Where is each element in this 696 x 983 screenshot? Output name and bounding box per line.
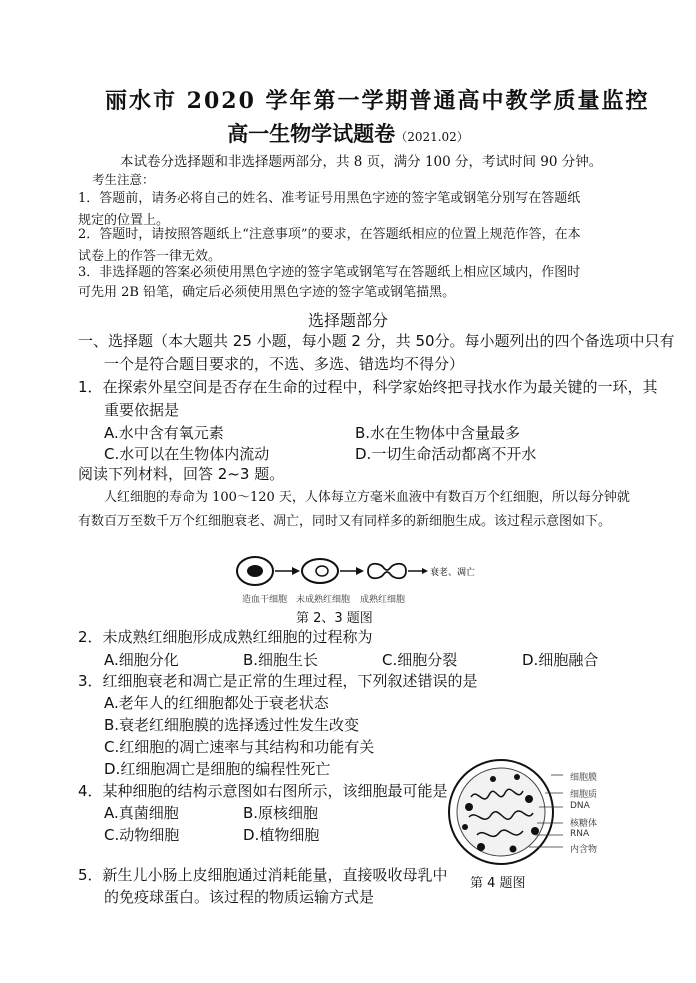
stem-cell-nucleus — [247, 565, 263, 577]
fig4-label-dna: DNA — [570, 801, 590, 811]
exam-date: （2021.02） — [395, 130, 469, 144]
q1-option-a: A.水中含有氧元素 — [104, 424, 224, 442]
cell-structure-figure — [443, 757, 563, 867]
q3-option-d: D.红细胞凋亡是细胞的编程性死亡 — [104, 760, 331, 778]
q2-option-c: C.细胞分裂 — [382, 651, 458, 669]
q1-option-c: C.水可以在生物体内流动 — [104, 445, 270, 463]
notice-heading: 考生注意： — [92, 172, 155, 187]
fig-label-mature: 成熟红细胞 — [360, 595, 406, 605]
q3-option-b: B.衰老红细胞膜的选择透过性发生改变 — [104, 716, 360, 734]
q2-option-d: D.细胞融合 — [522, 651, 599, 669]
notice-line: 规定的位置上。 — [78, 213, 170, 228]
mature-cell-shape — [368, 564, 406, 579]
section-title: 选择题部分 — [307, 311, 388, 330]
fig4-label-cytoplasm: 细胞质 — [570, 790, 598, 800]
q4-stem: 4．某种细胞的结构示意图如右图所示，该细胞最可能是 — [78, 782, 448, 800]
q1-stem: 1．在探索外星空间是否存在生命的过程中，科学家始终把寻找水作为最关键的一环，其 — [78, 378, 658, 396]
q2-stem: 2．未成熟红细胞形成成熟红细胞的过程称为 — [78, 628, 373, 646]
part1-instructions-2: 一个是符合题目要求的，不选、多选、错选均不得分） — [104, 355, 465, 373]
arrow-icon — [292, 567, 300, 575]
fig-label-immature: 未成熟红细胞 — [296, 595, 351, 605]
q4-option-a: A.真菌细胞 — [104, 804, 179, 822]
fig-label-stem-cell: 造血干细胞 — [242, 595, 288, 605]
q4-option-c: C.动物细胞 — [104, 826, 180, 844]
fig4-label-rna: RNA — [570, 829, 590, 839]
notice-line: 3．非选择题的答案必须使用黑色字迹的签字笔或钢笔写在答题纸上相应区域内，作图时 — [78, 265, 581, 280]
exam-title-line2 — [0, 118, 696, 148]
fig-caption-2-3: 第 2、3 题图 — [296, 611, 373, 626]
immature-cell-shape — [302, 559, 338, 583]
arrow-icon — [356, 567, 364, 575]
fig-caption-4: 第 4 题图 — [470, 876, 526, 891]
fig4-label-ribosome: 核糖体 — [570, 819, 598, 829]
exam-intro: 本试卷分选择题和非选择题两部分，共 8 页，满分 100 分，考试时间 90 分钟。 — [120, 154, 603, 170]
notice-line: 可先用 2B 铅笔，确定后必须使用黑色字迹的签字笔或钢笔描黑。 — [78, 285, 456, 300]
q3-option-a: A.老年人的红细胞都处于衰老状态 — [104, 694, 329, 712]
q1-option-b: B.水在生物体中含量最多 — [355, 424, 521, 442]
q1-stem-2: 重要依据是 — [104, 401, 180, 419]
q5-stem-2: 的免疫球蛋白。该过程的物质运输方式是 — [104, 888, 375, 906]
arrow-icon — [422, 568, 428, 574]
q3-stem: 3．红细胞衰老和凋亡是正常的生理过程，下列叙述错误的是 — [78, 672, 478, 690]
q4-option-b: B.原核细胞 — [243, 804, 319, 822]
fig-label-end: 衰老、凋亡 — [430, 568, 476, 578]
q4-option-d: D.植物细胞 — [243, 826, 320, 844]
reading-intro: 阅读下列材料，回答 2~3 题。 — [78, 465, 285, 483]
notice-line: 2．答题时，请按照答题纸上“注意事项”的要求，在答题纸相应的位置上规范作答，在本 — [78, 227, 581, 242]
q5-stem: 5．新生儿小肠上皮细胞通过消耗能量，直接吸收母乳中 — [78, 866, 448, 884]
part1-instructions: 一、选择题（本大题共 25 小题，每小题 2 分，共 50分。每小题列出的四个备选项中只有 — [78, 332, 675, 350]
notice-line: 试卷上的作答一律无效。 — [78, 249, 222, 264]
q3-option-c: C.红细胞的凋亡速率与其结构和功能有关 — [104, 738, 375, 756]
reading-text: 人红细胞的寿命为 100～120 天，人体每立方毫米血液中有数百万个红细胞，所以每分钟就有数百万至数千万个红细胞衰老、凋亡，同时又有同样多的新细胞生成。该过程示意图如下。 — [78, 490, 630, 529]
notice-line: 1．答题前，请务必将自己的姓名、准考证号用黑色字迹的签字笔或钢笔分别写在答题纸 — [78, 191, 581, 206]
exam-title-line1: 丽水市 2020 学年第一学期普通高中教学质量监控 — [105, 88, 650, 114]
q2-option-a: A.细胞分化 — [104, 651, 179, 669]
fig4-label-inclusion: 内含物 — [570, 845, 598, 855]
q2-option-b: B.细胞生长 — [243, 651, 319, 669]
fig4-label-membrane: 细胞膜 — [570, 773, 598, 783]
exam-subject-title: 高一生物学试题卷 — [227, 121, 396, 146]
q1-option-d: D.一切生命活动都离不开水 — [355, 445, 537, 463]
